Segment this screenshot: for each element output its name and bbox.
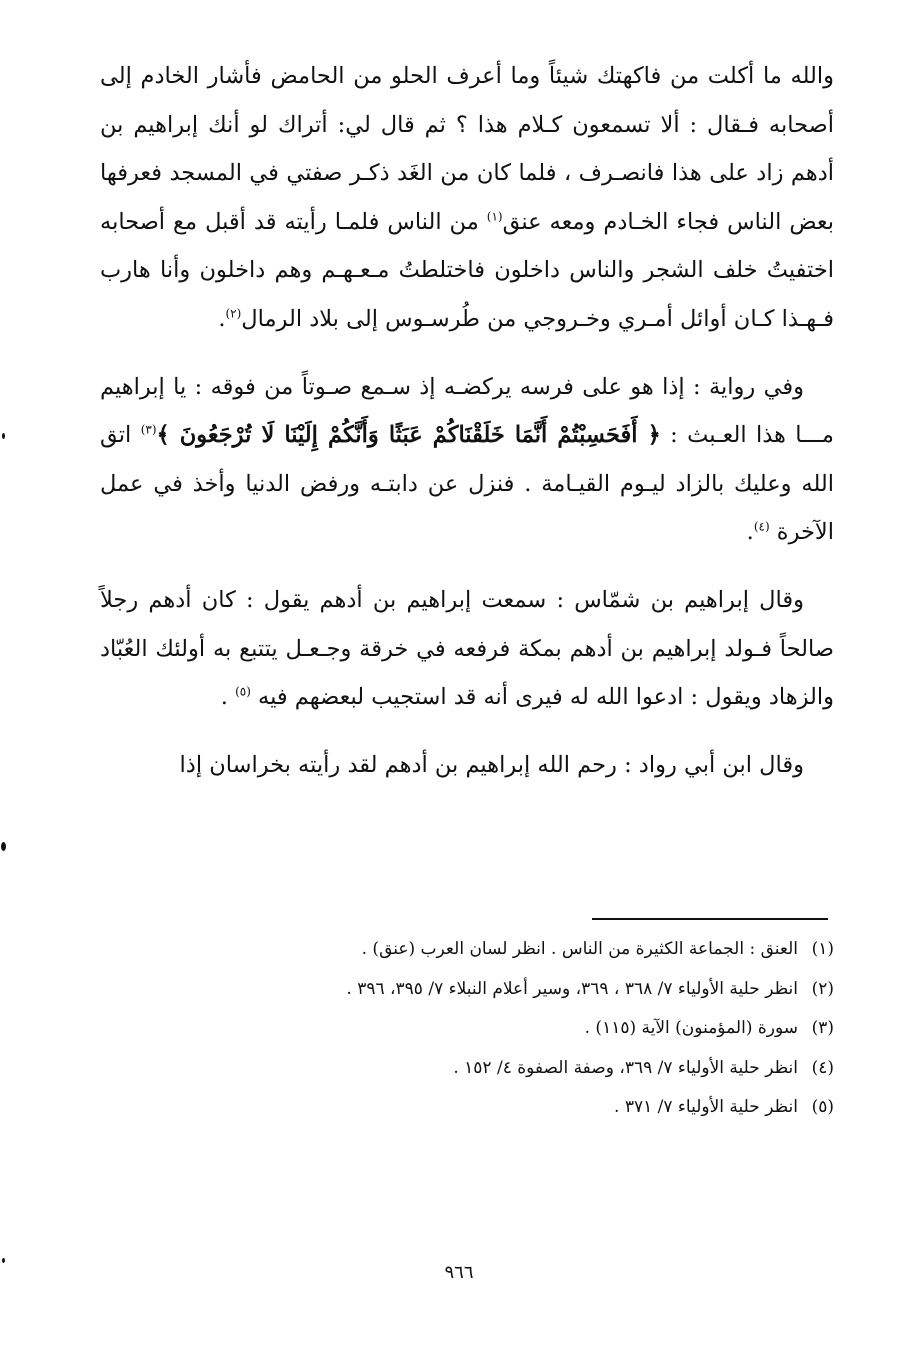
main-text xyxy=(100,52,834,808)
quran-verse: ﴿ أَفَحَسِبْتُمْ أَنَّمَا خَلَقْنَاكُمْ عَبَثًا وَأَنَّكُمْ إِلَيْنَا لَا تُرْجَعُونَ ﴾ xyxy=(156,422,661,449)
paragraph-3 xyxy=(100,576,834,722)
text-segment: . xyxy=(220,684,236,711)
paragraph-4 xyxy=(100,741,834,790)
text-segment: اتق الله وعليك بالزاد ليـوم القيـامة . فنزل عن دابتـه ورفض الدنيا وأخذ في عمل الآخرة xyxy=(100,422,834,546)
footnote-text: انظر حلية الأولياء ٧/ ٣٦٩، وصفة الصفوة ٤/ ١٥٢ . xyxy=(453,1057,798,1078)
page-number: ٩٦٦ xyxy=(444,1262,474,1283)
footnote-item xyxy=(120,1088,834,1128)
footnote-number: (٢) xyxy=(811,978,834,999)
footnote-item xyxy=(120,1009,834,1049)
footnote-ref-1: (١) xyxy=(486,209,503,224)
footnote-item xyxy=(120,1049,834,1089)
paragraph-1 xyxy=(100,52,834,344)
footnote-text: العنق : الجماعة الكثيرة من الناس . انظر لسان العرب (عنق) . xyxy=(361,939,798,959)
paragraph-2 xyxy=(100,363,834,557)
footnote-number: (٤) xyxy=(811,1057,834,1078)
footnote-number: (١) xyxy=(811,939,834,959)
text-segment: وفي رواية : إذا هو على فرسه يركضـه إذ سـمع صـوتاً من فوقه : يا إبراهيم مـــا هذا العـبث : xyxy=(100,373,834,449)
footnote-ref-2: (٢) xyxy=(225,306,242,321)
footnote-ref-3: (٣) xyxy=(140,422,157,437)
footnote-item xyxy=(120,930,834,970)
text-segment: والله ما أكلت من فاكهتك شيئاً وما أعرف الحلو من الحامض فأشار الخادم إلى أصحابه فـقال : ألا تسمعون كـلام هذا ؟ ثم قال لي: أتراك لو أنك إبراهيم بن أدهم زاد على هذا فانصـرف ، فلما كان من الغَد ذكـر صفتي في المسجد فعرفها بعض الناس فجاء الخـادم ومعه عنق xyxy=(100,63,835,235)
footnote-separator xyxy=(592,918,828,920)
scan-speck xyxy=(1,842,6,851)
footnote-text: سورة (المؤمنون) الآية (١١٥) . xyxy=(584,1018,798,1038)
text-segment: . xyxy=(746,519,754,546)
footnote-item xyxy=(120,970,834,1010)
scan-speck xyxy=(2,433,5,439)
footnote-text: انظر حلية الأولياء ٧/ ٣٦٨ ، ٣٦٩، وسير أعلام النبلاء ٧/ ٣٩٥، ٣٩٦ . xyxy=(346,978,798,999)
footnote-ref-4: (٤) xyxy=(753,519,770,534)
footnotes-list xyxy=(120,930,834,1128)
footnote-text: انظر حلية الأولياء ٧/ ٣٧١ . xyxy=(614,1097,798,1117)
text-segment: . xyxy=(218,305,226,332)
text-segment: من الناس فلمـا رأيته قد أقبل مع أصحابه اختفيتُ خلف الشجر والناس داخلون فاختلطتُ مـعـهـم وهم داخلون وأنا هارب فـهـذا كـان أوائل أمـري وخـروجي من طُرسـوس إلى بلاد الرمال xyxy=(100,208,834,332)
text-segment: وقال إبراهيم بن شمّاس : سمعت إبراهيم بن أدهم يقول : كان أدهم رجلاً صالحاً فـولد إبراهيم بن أدهم بمكة فرفعه في خرقة وجـعـل يتتبع به أولئك العُبّاد والزهاد ويقول : ادعوا الله له فيرى أنه قد استجيب لبعضهم فيه xyxy=(100,586,834,711)
footnote-number: (٥) xyxy=(811,1097,834,1117)
footnote-ref-5: (٥) xyxy=(235,684,251,699)
footnote-number: (٣) xyxy=(811,1018,834,1038)
scan-speck xyxy=(2,1258,5,1263)
text-segment: وقال ابن أبي رواد : رحم الله إبراهيم بن أدهم لقد رأيته بخراسان إذا xyxy=(179,751,804,778)
